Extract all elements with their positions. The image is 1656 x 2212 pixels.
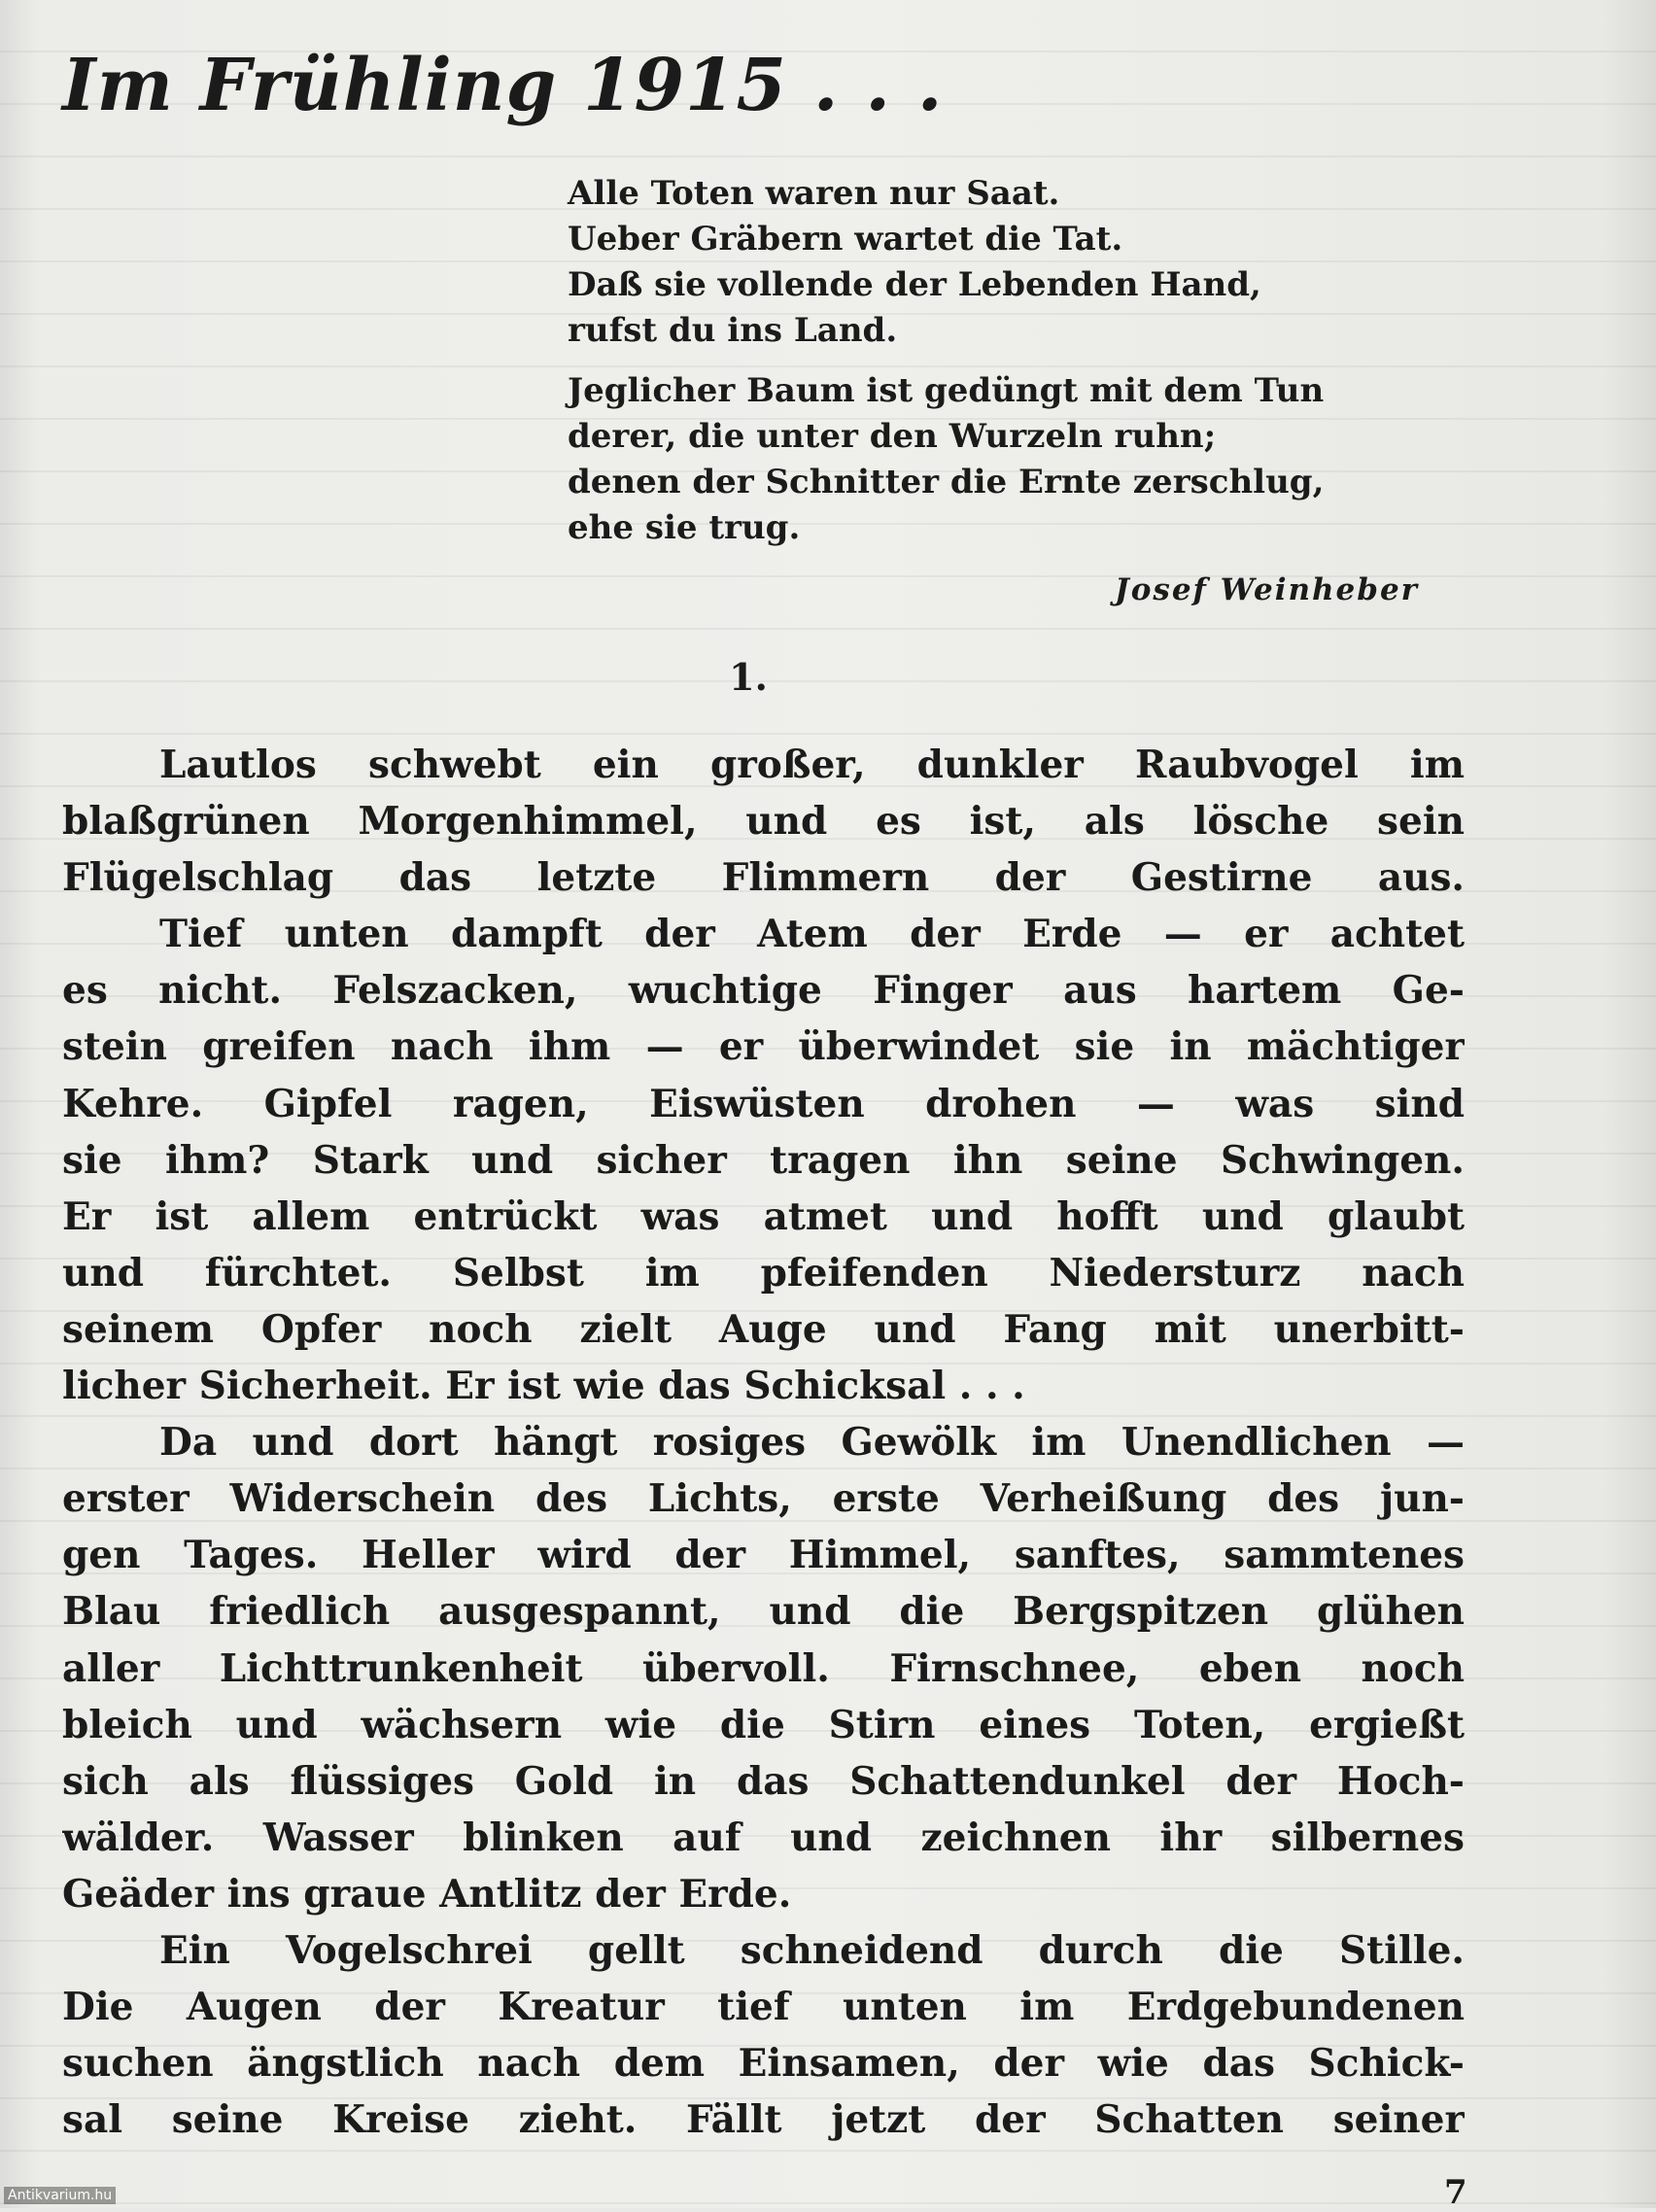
body-line: und fürchtet. Selbst im pfeifenden Niedersturz nach: [62, 1250, 1465, 1296]
poem-line: Jeglicher Baum ist gedüngt mit dem Tun: [568, 371, 1325, 410]
body-line: sie ihm? Stark und sicher tragen ihn seine Schwingen.: [62, 1137, 1465, 1183]
poem-line: Daß sie vollende der Lebenden Hand,: [568, 265, 1261, 304]
body-line: gen Tages. Heller wird der Himmel, sanftes, sammtenes: [62, 1533, 1465, 1578]
body-line: Die Augen der Kreatur tief unten im Erdgebundenen: [62, 1985, 1465, 2030]
body-line: seinem Opfer noch zielt Auge und Fang mit unerbitt-: [62, 1306, 1465, 1352]
body-line: bleich und wächsern wie die Stirn eines Toten, ergießt: [62, 1702, 1465, 1747]
site-watermark: Antikvarium.hu: [4, 2187, 116, 2204]
body-line: erster Widerschein des Lichts, erste Verheißung des jun-: [62, 1476, 1465, 1522]
body-line: suchen ängstlich nach dem Einsamen, der wie das Schick-: [62, 2041, 1465, 2087]
body-line: Lautlos schwebt ein großer, dunkler Raubvogel im: [159, 743, 1465, 787]
body-line: Da und dort hängt rosiges Gewölk im Unendlichen —: [159, 1420, 1465, 1466]
body-line: Kehre. Gipfel ragen, Eiswüsten drohen — was sind: [62, 1081, 1465, 1126]
chapter-title: Im Frühling 1915 . . .: [62, 44, 944, 127]
poem-line: Alle Toten waren nur Saat.: [568, 174, 1060, 213]
poem-stanza-2: [568, 368, 1471, 551]
section-number: 1.: [729, 655, 768, 699]
body-line: sal seine Kreise zieht. Fällt jetzt der Schatten seiner: [62, 2097, 1465, 2143]
poem-line: ehe sie trug.: [568, 508, 801, 547]
body-line: Geäder ins graue Antlitz der Erde.: [62, 1871, 792, 1917]
body-line: sich als flüssiges Gold in das Schattendunkel der Hoch-: [62, 1758, 1465, 1804]
poem-line: denen der Schnitter die Ernte zerschlug,: [568, 463, 1325, 501]
body-line: Er ist allem entrückt was atmet und hofft und glaubt: [62, 1193, 1465, 1239]
body-text: [62, 737, 1465, 2148]
epigraph-poem: [568, 171, 1471, 566]
body-line: wälder. Wasser blinken auf und zeichnen ihr silbernes: [62, 1815, 1465, 1860]
body-line: es nicht. Felszacken, wuchtige Finger aus hartem Ge-: [62, 968, 1465, 1014]
body-line: blaßgrünen Morgenhimmel, und es ist, als lösche sein: [62, 799, 1465, 845]
page-number: 7: [1444, 2173, 1467, 2212]
body-line: Flügelschlag das letzte Flimmern der Gestirne aus.: [62, 855, 1465, 901]
poem-line: derer, die unter den Wurzeln ruhn;: [568, 417, 1217, 456]
body-line: Ein Vogelschrei gellt schneidend durch die Stille.: [159, 1927, 1465, 1973]
poem-stanza-1: [568, 171, 1471, 354]
body-line: Tief unten dampft der Atem der Erde — er achtet: [159, 912, 1465, 957]
poem-line: Ueber Gräbern wartet die Tat.: [568, 220, 1123, 259]
body-line: aller Lichttrunkenheit übervoll. Firnschnee, eben noch: [62, 1645, 1465, 1691]
poem-author: Josef Weinheber: [1115, 572, 1419, 607]
body-line: licher Sicherheit. Er ist wie das Schicksal . . .: [62, 1364, 1025, 1409]
poem-line: rufst du ins Land.: [568, 311, 898, 350]
body-line: Blau friedlich ausgespannt, und die Bergspitzen glühen: [62, 1589, 1465, 1635]
body-line: stein greifen nach ihm — er überwindet sie in mächtiger: [62, 1024, 1465, 1070]
